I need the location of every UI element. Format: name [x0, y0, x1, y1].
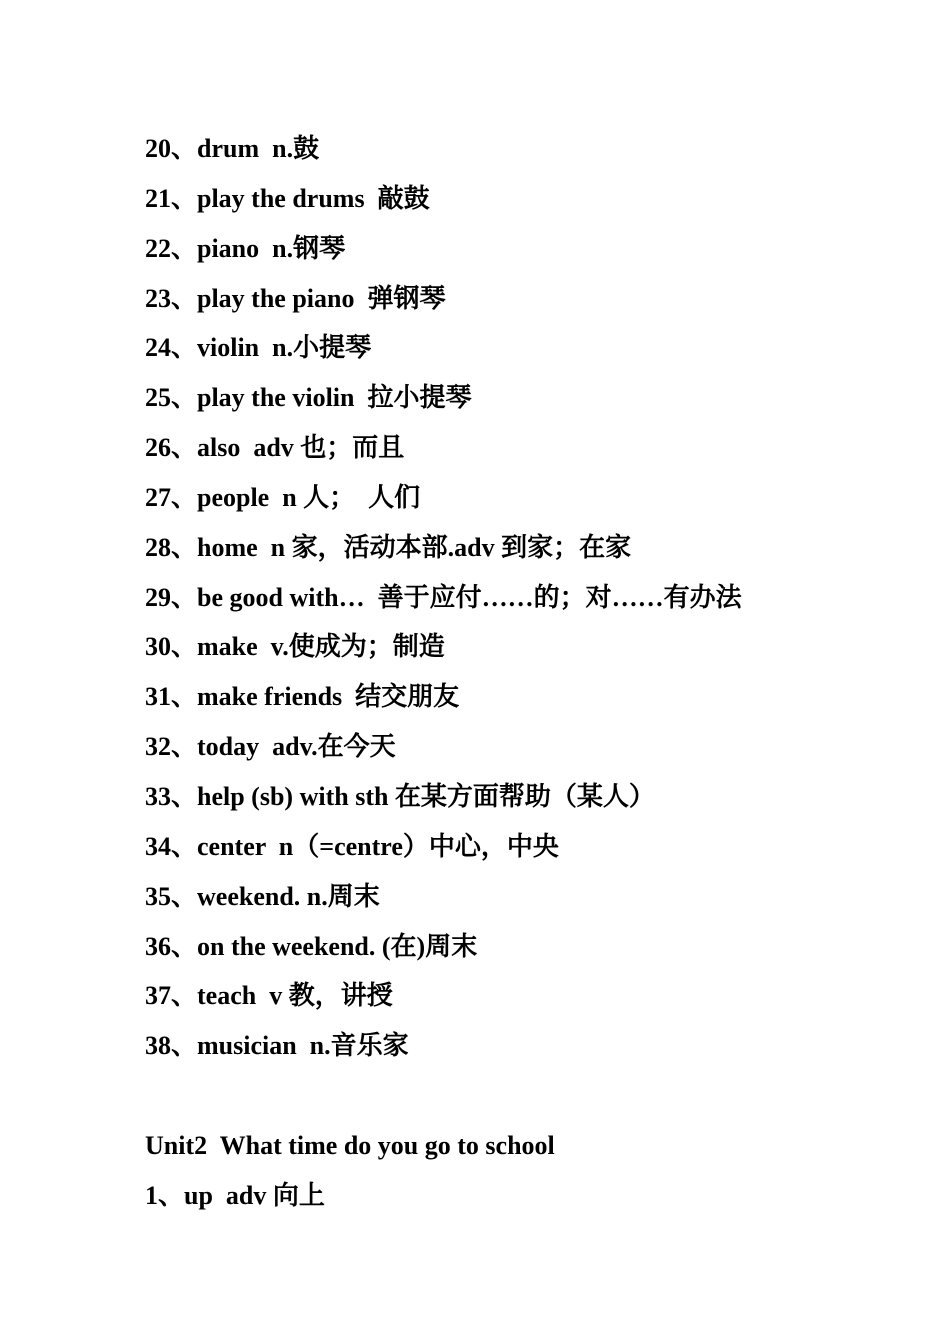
vocabulary-list	[145, 124, 742, 1221]
vocab-item: 37、teach v 教，讲授	[145, 981, 393, 1011]
vocab-item: 38、musician n.音乐家	[145, 1031, 409, 1061]
vocab-item: 32、today adv.在今天	[145, 732, 396, 762]
vocab-item: 33、help (sb) with sth 在某方面帮助（某人）	[145, 781, 655, 811]
vocab-item: 1、up adv 向上	[145, 1180, 325, 1210]
vocab-item: 31、make friends 结交朋友	[145, 682, 460, 712]
vocab-item: 27、people n 人； 人们	[145, 482, 421, 512]
vocab-item: 34、center n（=centre）中心，中央	[145, 831, 559, 861]
vocab-item: 28、home n 家，活动本部.adv 到家；在家	[145, 532, 632, 562]
vocab-item: 36、on the weekend. (在)周末	[145, 931, 478, 961]
vocab-item: 25、play the violin 拉小提琴	[145, 383, 472, 413]
vocab-item: 22、piano n.钢琴	[145, 233, 346, 263]
blank-line	[145, 1071, 742, 1121]
vocab-item: 23、play the piano 弹钢琴	[145, 283, 446, 313]
vocab-item: 26、also adv 也；而且	[145, 433, 405, 463]
vocab-item: 30、make v.使成为；制造	[145, 632, 445, 662]
vocab-item: 35、weekend. n.周末	[145, 881, 380, 911]
vocab-item: 21、play the drums 敲鼓	[145, 183, 430, 213]
vocab-item: 29、be good with… 善于应付……的；对……有办法	[145, 582, 742, 612]
vocab-item: 24、violin n.小提琴	[145, 333, 372, 363]
vocab-item: 20、drum n.鼓	[145, 134, 320, 163]
unit-heading: Unit2 What time do you go to school	[145, 1130, 555, 1160]
